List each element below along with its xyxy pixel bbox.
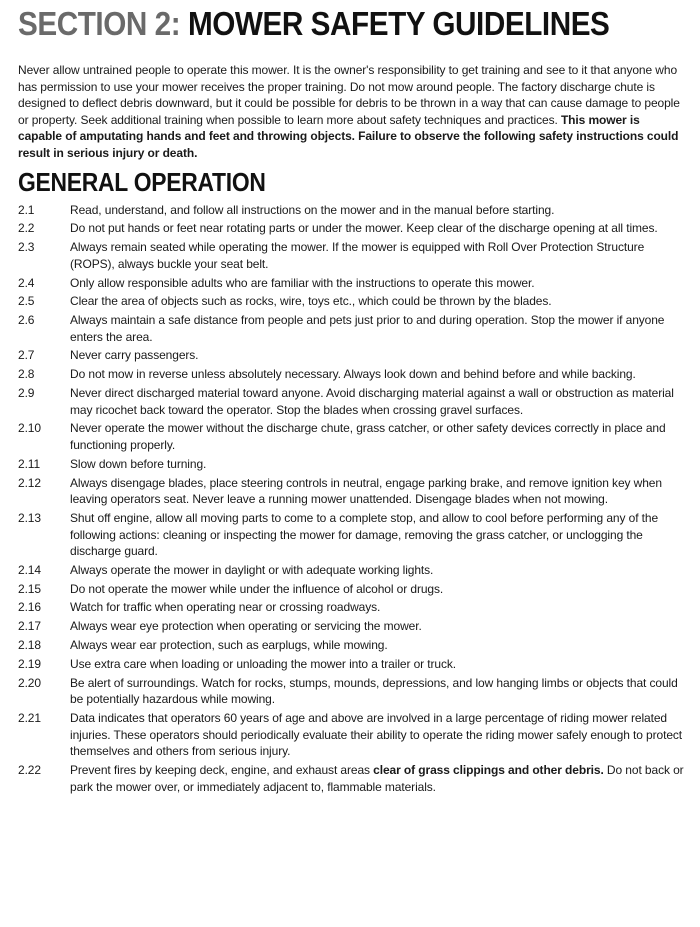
rule-body: Shut off engine, allow all moving parts to come to a complete stop, and allow to cool before performing any of the following actions: cleaning or inspecting the mower for damage, removing the grass catcher, or unclogging the discharge guard.	[70, 510, 659, 559]
rule-text	[70, 510, 684, 560]
rule-text	[70, 562, 684, 579]
rule-item	[18, 202, 684, 219]
rule-body: Use extra care when loading or unloading the mower into a trailer or truck.	[70, 656, 457, 671]
rule-text	[70, 202, 684, 219]
rule-body: Be alert of surroundings. Watch for rocks, stumps, mounds, depressions, and low hanging limbs or objects that could be potentially hazardous while mowing.	[70, 675, 678, 707]
rule-text	[70, 581, 684, 598]
rule-body: Only allow responsible adults who are familiar with the instructions to operate this mower.	[70, 275, 535, 290]
rule-body: Watch for traffic when operating near or crossing roadways.	[70, 600, 381, 615]
rule-text	[70, 710, 684, 760]
rule-item	[18, 637, 684, 654]
rule-item	[18, 618, 684, 635]
rule-item	[18, 510, 684, 560]
rule-item	[18, 239, 684, 272]
rule-number: 2.19	[18, 656, 41, 671]
rule-body: Read, understand, and follow all instructions on the mower and in the manual before starting.	[70, 202, 555, 217]
rule-body: Never direct discharged material toward anyone. Avoid discharging material against a wall or obstruction as material may ricochet back toward the operator. Stop the blades when crossing gravel surfaces.	[70, 386, 674, 417]
rule-number: 2.13	[18, 510, 41, 525]
intro-warning: This mower is capable of amputating hands and feet and throwing objects. Failure to observe the following safety instructions could result in serious injury or death.	[18, 112, 679, 160]
rule-text	[70, 366, 684, 383]
rule-body: Always wear ear protection, such as earplugs, while mowing.	[70, 638, 388, 652]
rule-item	[18, 599, 684, 616]
rule-body: Always disengage blades, place steering controls in neutral, engage parking brake, and remove ignition key when leaving operators seat. Never leave a running mower unattended. Disengage blades when not mowing.	[70, 475, 662, 507]
rule-text	[70, 599, 684, 616]
rule-body-continued: Do not back or park the mower over, or immediately adjacent to, flammable materials.	[70, 762, 684, 794]
rule-item	[18, 293, 684, 310]
rule-number: 2.11	[18, 456, 41, 471]
rule-body: Never operate the mower without the discharge chute, grass catcher, or other safety devices correctly in place and functioning properly.	[70, 421, 666, 452]
rule-body: Do not put hands or feet near rotating parts or under the mower. Keep clear of the discharge opening at all times.	[70, 221, 658, 236]
rule-item	[18, 275, 684, 292]
rule-list	[18, 202, 684, 796]
rule-number: 2.1	[18, 202, 35, 217]
rule-number: 2.22	[18, 762, 41, 777]
rule-item	[18, 562, 684, 579]
rule-item	[18, 656, 684, 673]
rule-number: 2.17	[18, 619, 41, 634]
rule-body: Always maintain a safe distance from people and pets just prior to and during operation. Stop the mower if anyone enters the area.	[70, 313, 665, 344]
rule-number: 2.14	[18, 562, 41, 577]
rule-item	[18, 385, 684, 418]
rule-item	[18, 762, 684, 795]
rule-number: 2.20	[18, 675, 41, 690]
rule-text	[70, 762, 684, 795]
rule-text	[70, 675, 684, 708]
rule-number: 2.21	[18, 710, 41, 725]
rule-number: 2.15	[18, 581, 41, 596]
rule-text	[70, 347, 684, 364]
rule-item	[18, 220, 684, 237]
rule-number: 2.4	[18, 275, 35, 290]
rule-item	[18, 347, 684, 364]
rule-number: 2.6	[18, 313, 35, 328]
rule-text	[70, 312, 684, 345]
rule-item	[18, 366, 684, 383]
rule-number: 2.18	[18, 638, 41, 652]
rule-item	[18, 312, 684, 345]
rule-text	[70, 456, 684, 473]
rule-body: Data indicates that operators 60 years of age and above are involved in a large percentage of riding mower related injuries. These operators should periodically evaluate their ability to operate the riding mower safely enough to protect themselves and others from serious injury.	[70, 710, 683, 759]
rule-number: 2.10	[18, 421, 41, 436]
rule-item	[18, 456, 684, 473]
rule-text	[70, 656, 684, 673]
rule-item	[18, 475, 684, 508]
rule-emphasis: clear of grass clippings and other debris.	[373, 762, 604, 777]
rule-text	[70, 239, 684, 272]
intro-paragraph	[18, 62, 684, 162]
rule-body: Always operate the mower in daylight or with adequate working lights.	[70, 562, 434, 577]
general-operation-heading: GENERAL OPERATION	[18, 166, 266, 197]
section-title	[18, 0, 684, 44]
rule-text	[70, 293, 684, 310]
rule-body: Do not mow in reverse unless absolutely necessary. Always look down and behind before and while backing.	[70, 367, 636, 382]
rule-text	[70, 385, 684, 418]
rule-text	[70, 637, 684, 654]
rule-number: 2.2	[18, 221, 35, 236]
rule-number: 2.16	[18, 600, 41, 615]
rule-text	[70, 618, 684, 635]
rule-body: Always remain seated while operating the mower. If the mower is equipped with Roll Over Protection Structure (ROPS), always buckle your seat belt.	[70, 240, 645, 271]
rule-body: Slow down before turning.	[70, 456, 207, 471]
rule-item	[18, 675, 684, 708]
rule-number: 2.8	[18, 367, 35, 382]
rule-number: 2.7	[18, 348, 35, 363]
rule-number: 2.5	[18, 294, 35, 309]
rule-body: Always wear eye protection when operating or servicing the mower.	[70, 619, 422, 634]
rule-text	[70, 275, 684, 292]
rule-body: Prevent fires by keeping deck, engine, and exhaust areas	[70, 762, 374, 777]
rule-text	[70, 220, 684, 237]
rule-body: Never carry passengers.	[70, 348, 199, 363]
rule-item	[18, 710, 684, 760]
intro-text: Never allow untrained people to operate this mower. It is the owner's responsibility to get training and see to it that anyone who has permission to use your mower receives the proper training. Do not mow around people. The factory discharge chute is designed to deflect debris downward, but it could be possible for debris to be thrown in a way that can cause damage to people or property. Seek additional training when possible to learn more about safety techniques and practices.	[18, 63, 680, 127]
section-name: MOWER SAFETY GUIDELINES	[187, 5, 610, 42]
rule-text	[70, 475, 684, 508]
rule-body: Do not operate the mower while under the influence of alcohol or drugs.	[70, 581, 444, 596]
rule-number: 2.12	[18, 475, 41, 490]
rule-number: 2.9	[18, 386, 35, 400]
rule-body: Clear the area of objects such as rocks, wire, toys etc., which could be thrown by the blades.	[70, 294, 552, 309]
manual-page	[18, 0, 684, 797]
rule-item	[18, 420, 684, 453]
rule-item	[18, 581, 684, 598]
section-number: SECTION 2:	[18, 5, 181, 42]
rule-number: 2.3	[18, 240, 35, 255]
rule-text	[70, 420, 684, 453]
